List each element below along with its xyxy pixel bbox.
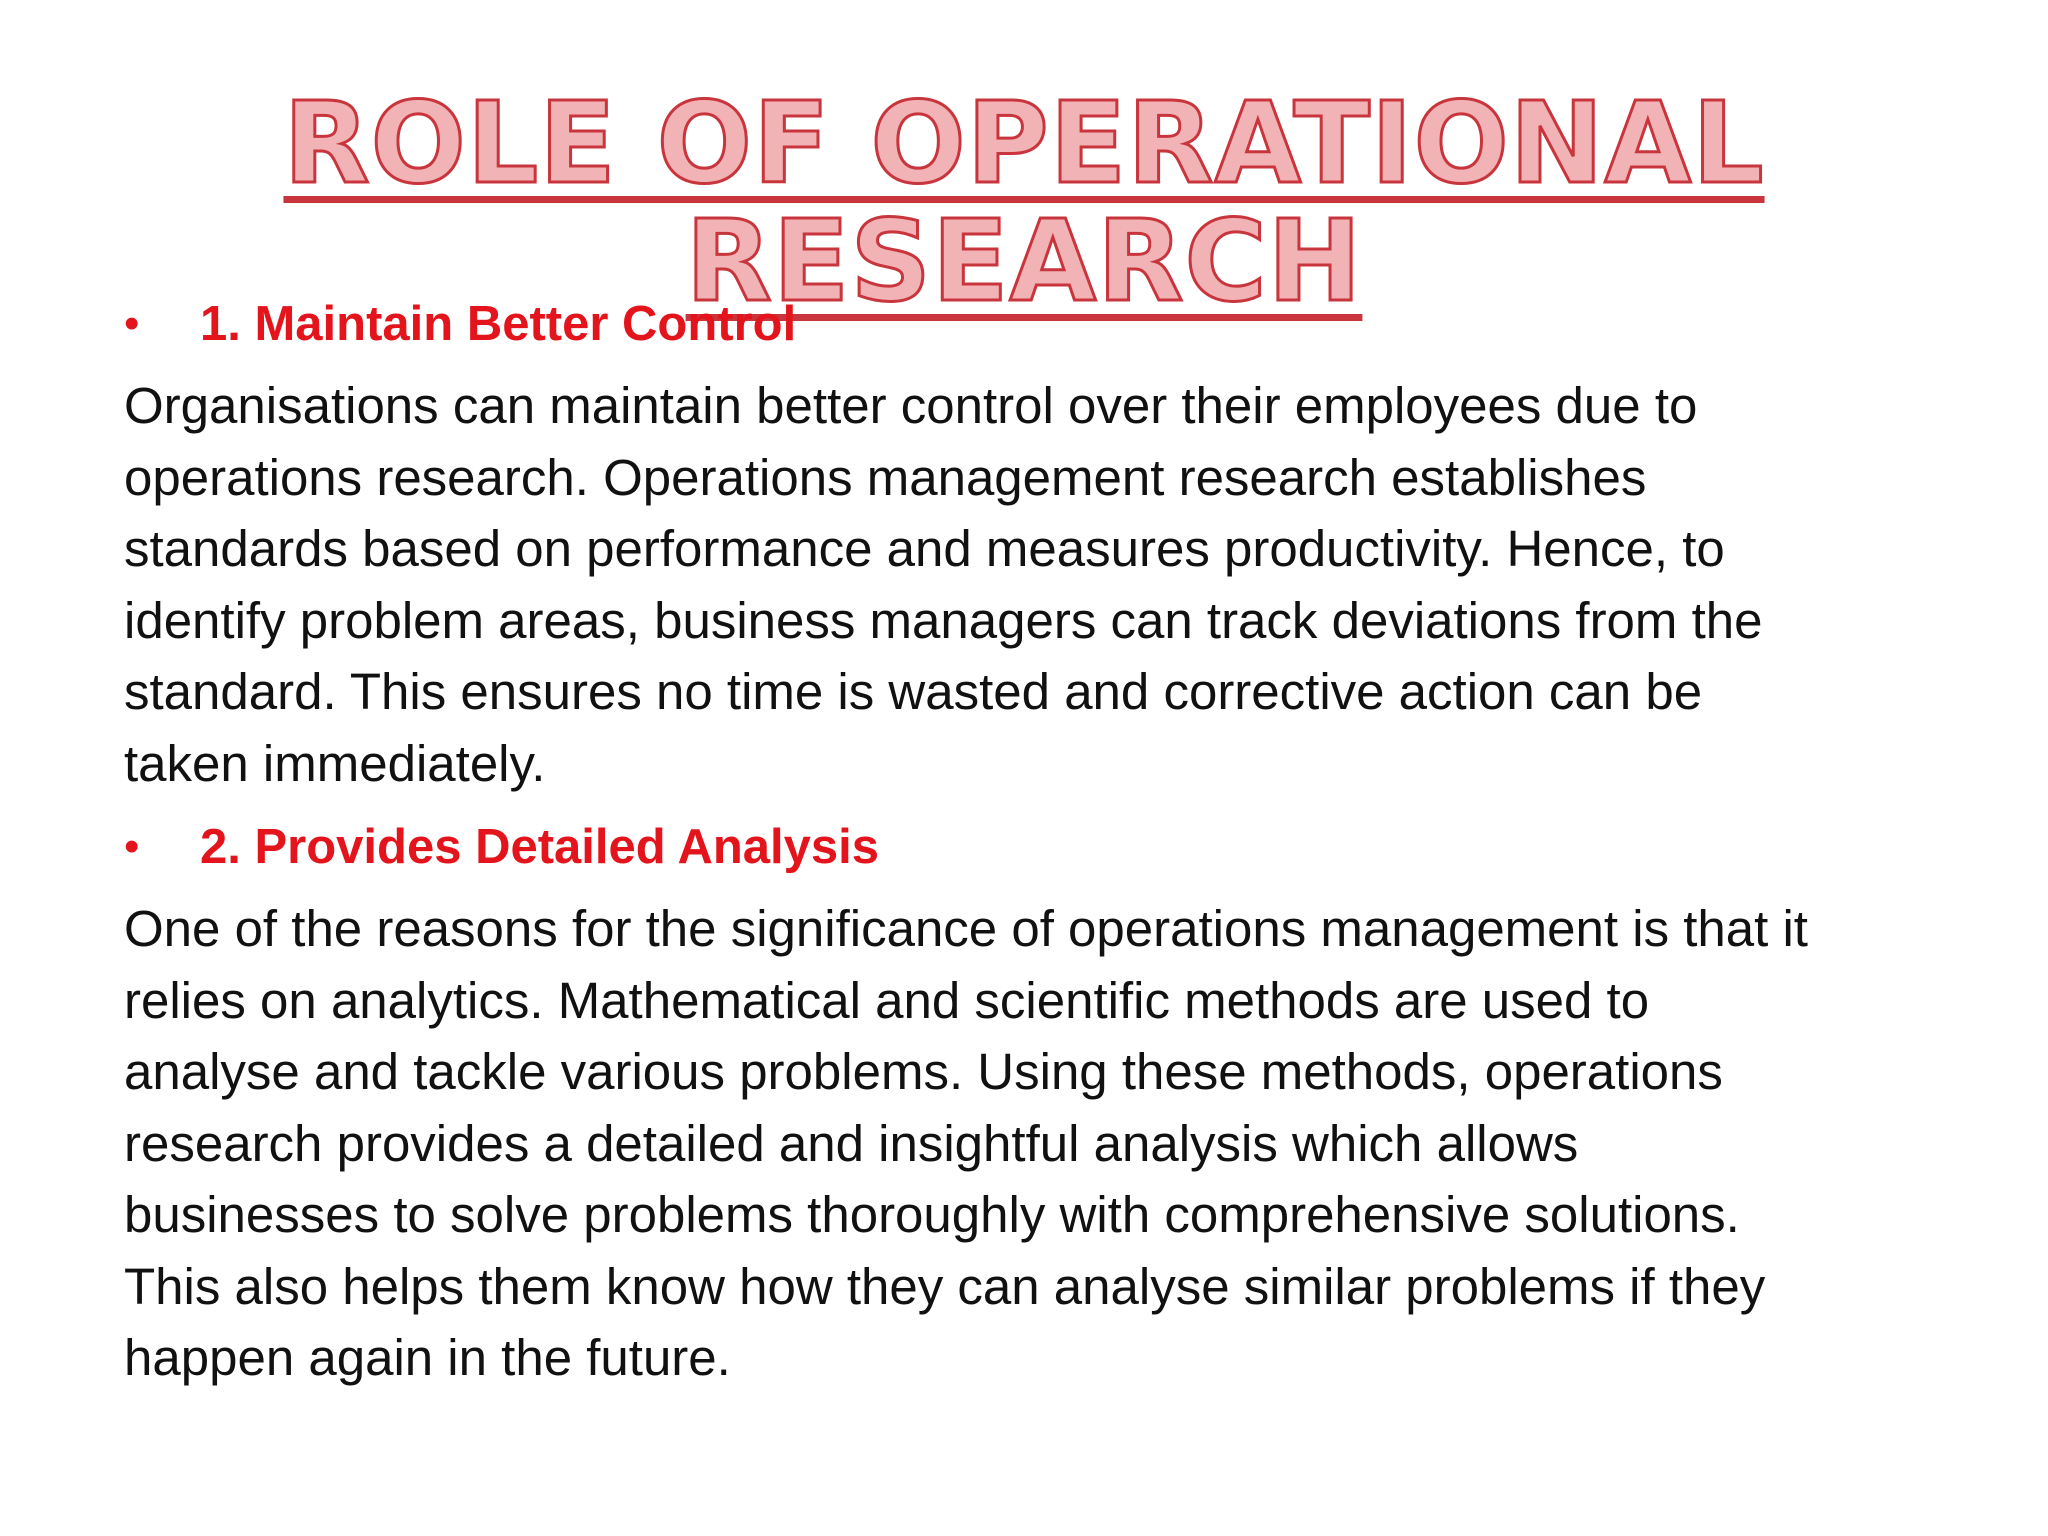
paragraph-line: operations research. Operations management research establishes	[124, 448, 1647, 506]
section-heading: 2. Provides Detailed Analysis	[200, 820, 880, 874]
paragraph-line: standard. This ensures no time is wasted and corrective action can be	[124, 663, 1703, 720]
paragraph-line: identify problem areas, business managers can track deviations from the	[124, 591, 1763, 649]
slide-content	[124, 284, 2004, 1402]
paragraph-line: This also helps them know how they can analyse similar problems if they	[124, 1257, 1766, 1315]
slide-title: ROLE OF OPERATIONAL RESEARCH	[283, 79, 1765, 327]
paragraph-line: standards based on performance and measures productivity. Hence, to	[124, 520, 1725, 577]
paragraph-line: taken immediately.	[124, 734, 546, 792]
paragraph-line: relies on analytics. Mathematical and scientific methods are used to	[124, 971, 1650, 1029]
paragraph-line: businesses to solve problems thoroughly with comprehensive solutions.	[124, 1186, 1740, 1243]
section-paragraph	[124, 370, 2004, 799]
paragraph-line: Organisations can maintain better control over their employees due to	[124, 377, 1698, 434]
section-heading-row	[124, 807, 2004, 887]
section-heading-row	[124, 284, 2004, 364]
paragraph-line: One of the reasons for the significance of operations management is that it	[124, 900, 1808, 957]
bullet-icon: •	[124, 299, 140, 348]
section-heading: 1. Maintain Better Control	[200, 297, 797, 351]
bullet-icon: •	[124, 822, 140, 871]
paragraph-line: analyse and tackle various problems. Using these methods, operations	[124, 1043, 1723, 1100]
paragraph-line: happen again in the future.	[124, 1329, 731, 1386]
paragraph-line: research provides a detailed and insightful analysis which allows	[124, 1114, 1579, 1172]
section-paragraph	[124, 893, 2004, 1394]
